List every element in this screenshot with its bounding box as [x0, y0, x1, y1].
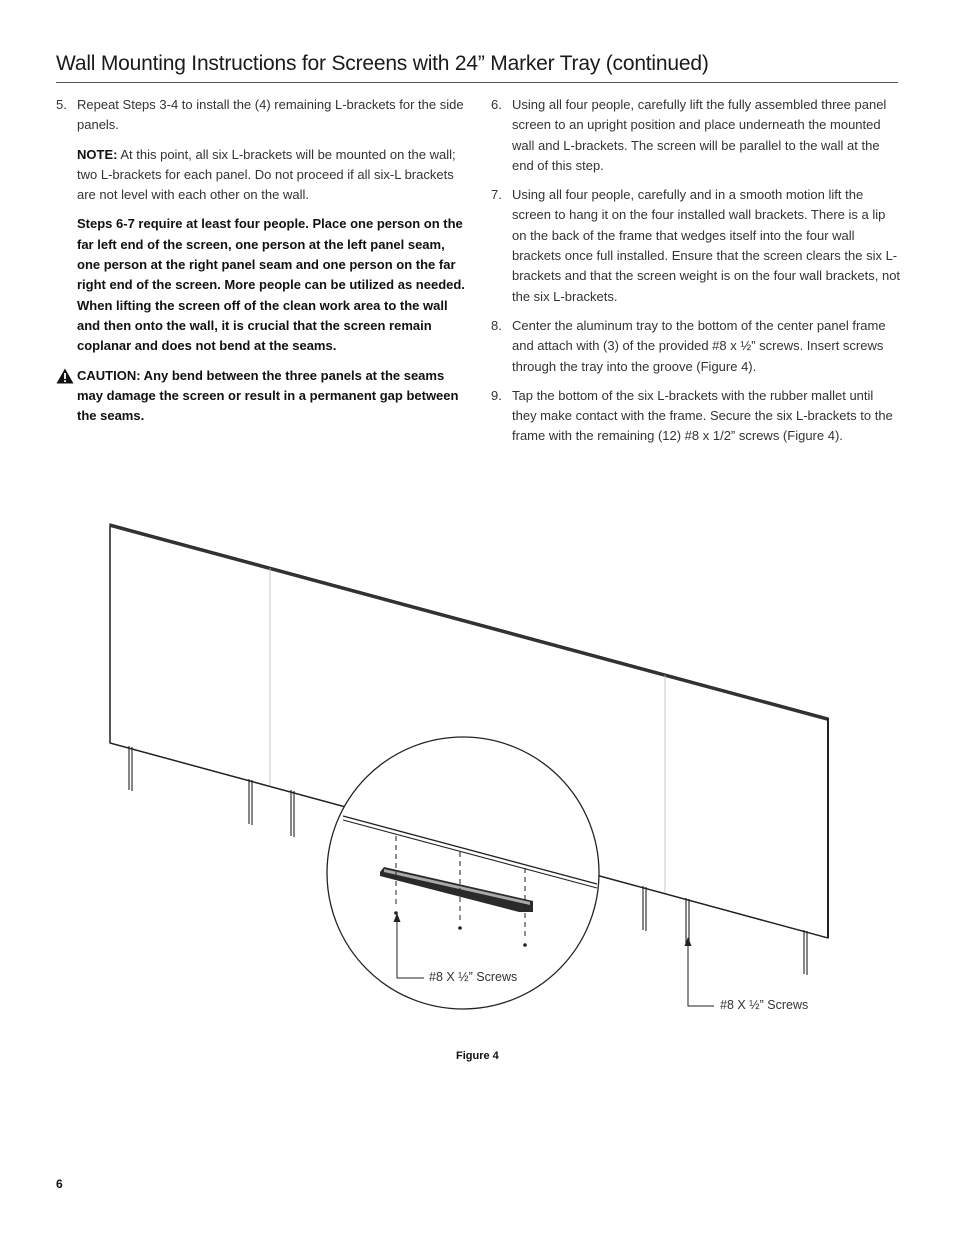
callout-inset-label: #8 X ½” Screws [429, 970, 518, 984]
step-number: 7. [491, 187, 502, 203]
page-title: Wall Mounting Instructions for Screens with 24” Marker Tray (continued) [56, 52, 709, 75]
callout-main-label: #8 X ½” Screws [720, 998, 809, 1012]
figure-caption: Figure 4 [456, 1050, 499, 1062]
step-number: 9. [491, 387, 502, 403]
step-text: Using all four people, carefully and in a smooth motion lift the screen to hang it on the four installed wall brackets. There is a lip on the back of the frame that wedges itself into the four wall brackets once full installed. Ensure that the screen clears the six L-brackets and that the screen weight is on the four wall brackets, not the six L-brackets. [512, 187, 901, 304]
step-text: Repeat Steps 3-4 to install the (4) remaining L-brackets for the side panels. [77, 97, 464, 133]
step-text: Tap the bottom of the six L-brackets with the rubber mallet until they make contact with the frame. Secure the six L-brackets to the frame with the remaining (12) #8 x 1/2” screws (Figure 4). [512, 387, 893, 444]
step-number: 8. [491, 317, 502, 333]
step-number: 5. [56, 97, 67, 112]
people-warning: Steps 6-7 require at least four people. Place one person on the far left end of the screen, one person at the left panel seam, one person at the right panel seam and one person on the far right end of the screen. More people can be utilized as needed. When lifting the screen off of the clean work area to the wall and then onto the wall, it is crucial that the screen remain coplanar and does not bend at the seams. [77, 216, 465, 354]
caution-text: CAUTION: Any bend between the three panels at the seams may damage the screen or result in a permanent gap between the seams. [77, 367, 459, 424]
note-label: NOTE: [77, 146, 118, 162]
note-text: At this point, all six L-brackets will be mounted on the wall; two L-brackets for each panel. Do not proceed if all six-L brackets are not level with each other on the wall. [77, 146, 456, 203]
step-text: Center the aluminum tray to the bottom of the center panel frame and attach with (3) of the provided #8 x ½” screws. Insert screws through the tray into the groove (Figure 4). [512, 317, 886, 374]
detail-inset-circle [327, 737, 599, 1009]
step-number: 6. [491, 97, 502, 112]
step-text: Using all four people, carefully lift the fully assembled three panel screen to an upright position and place underneath the mounted wall and L-brackets. The screen will be parallel to the wall at the end of this step. [512, 97, 887, 173]
page-number: 6 [56, 1177, 63, 1191]
